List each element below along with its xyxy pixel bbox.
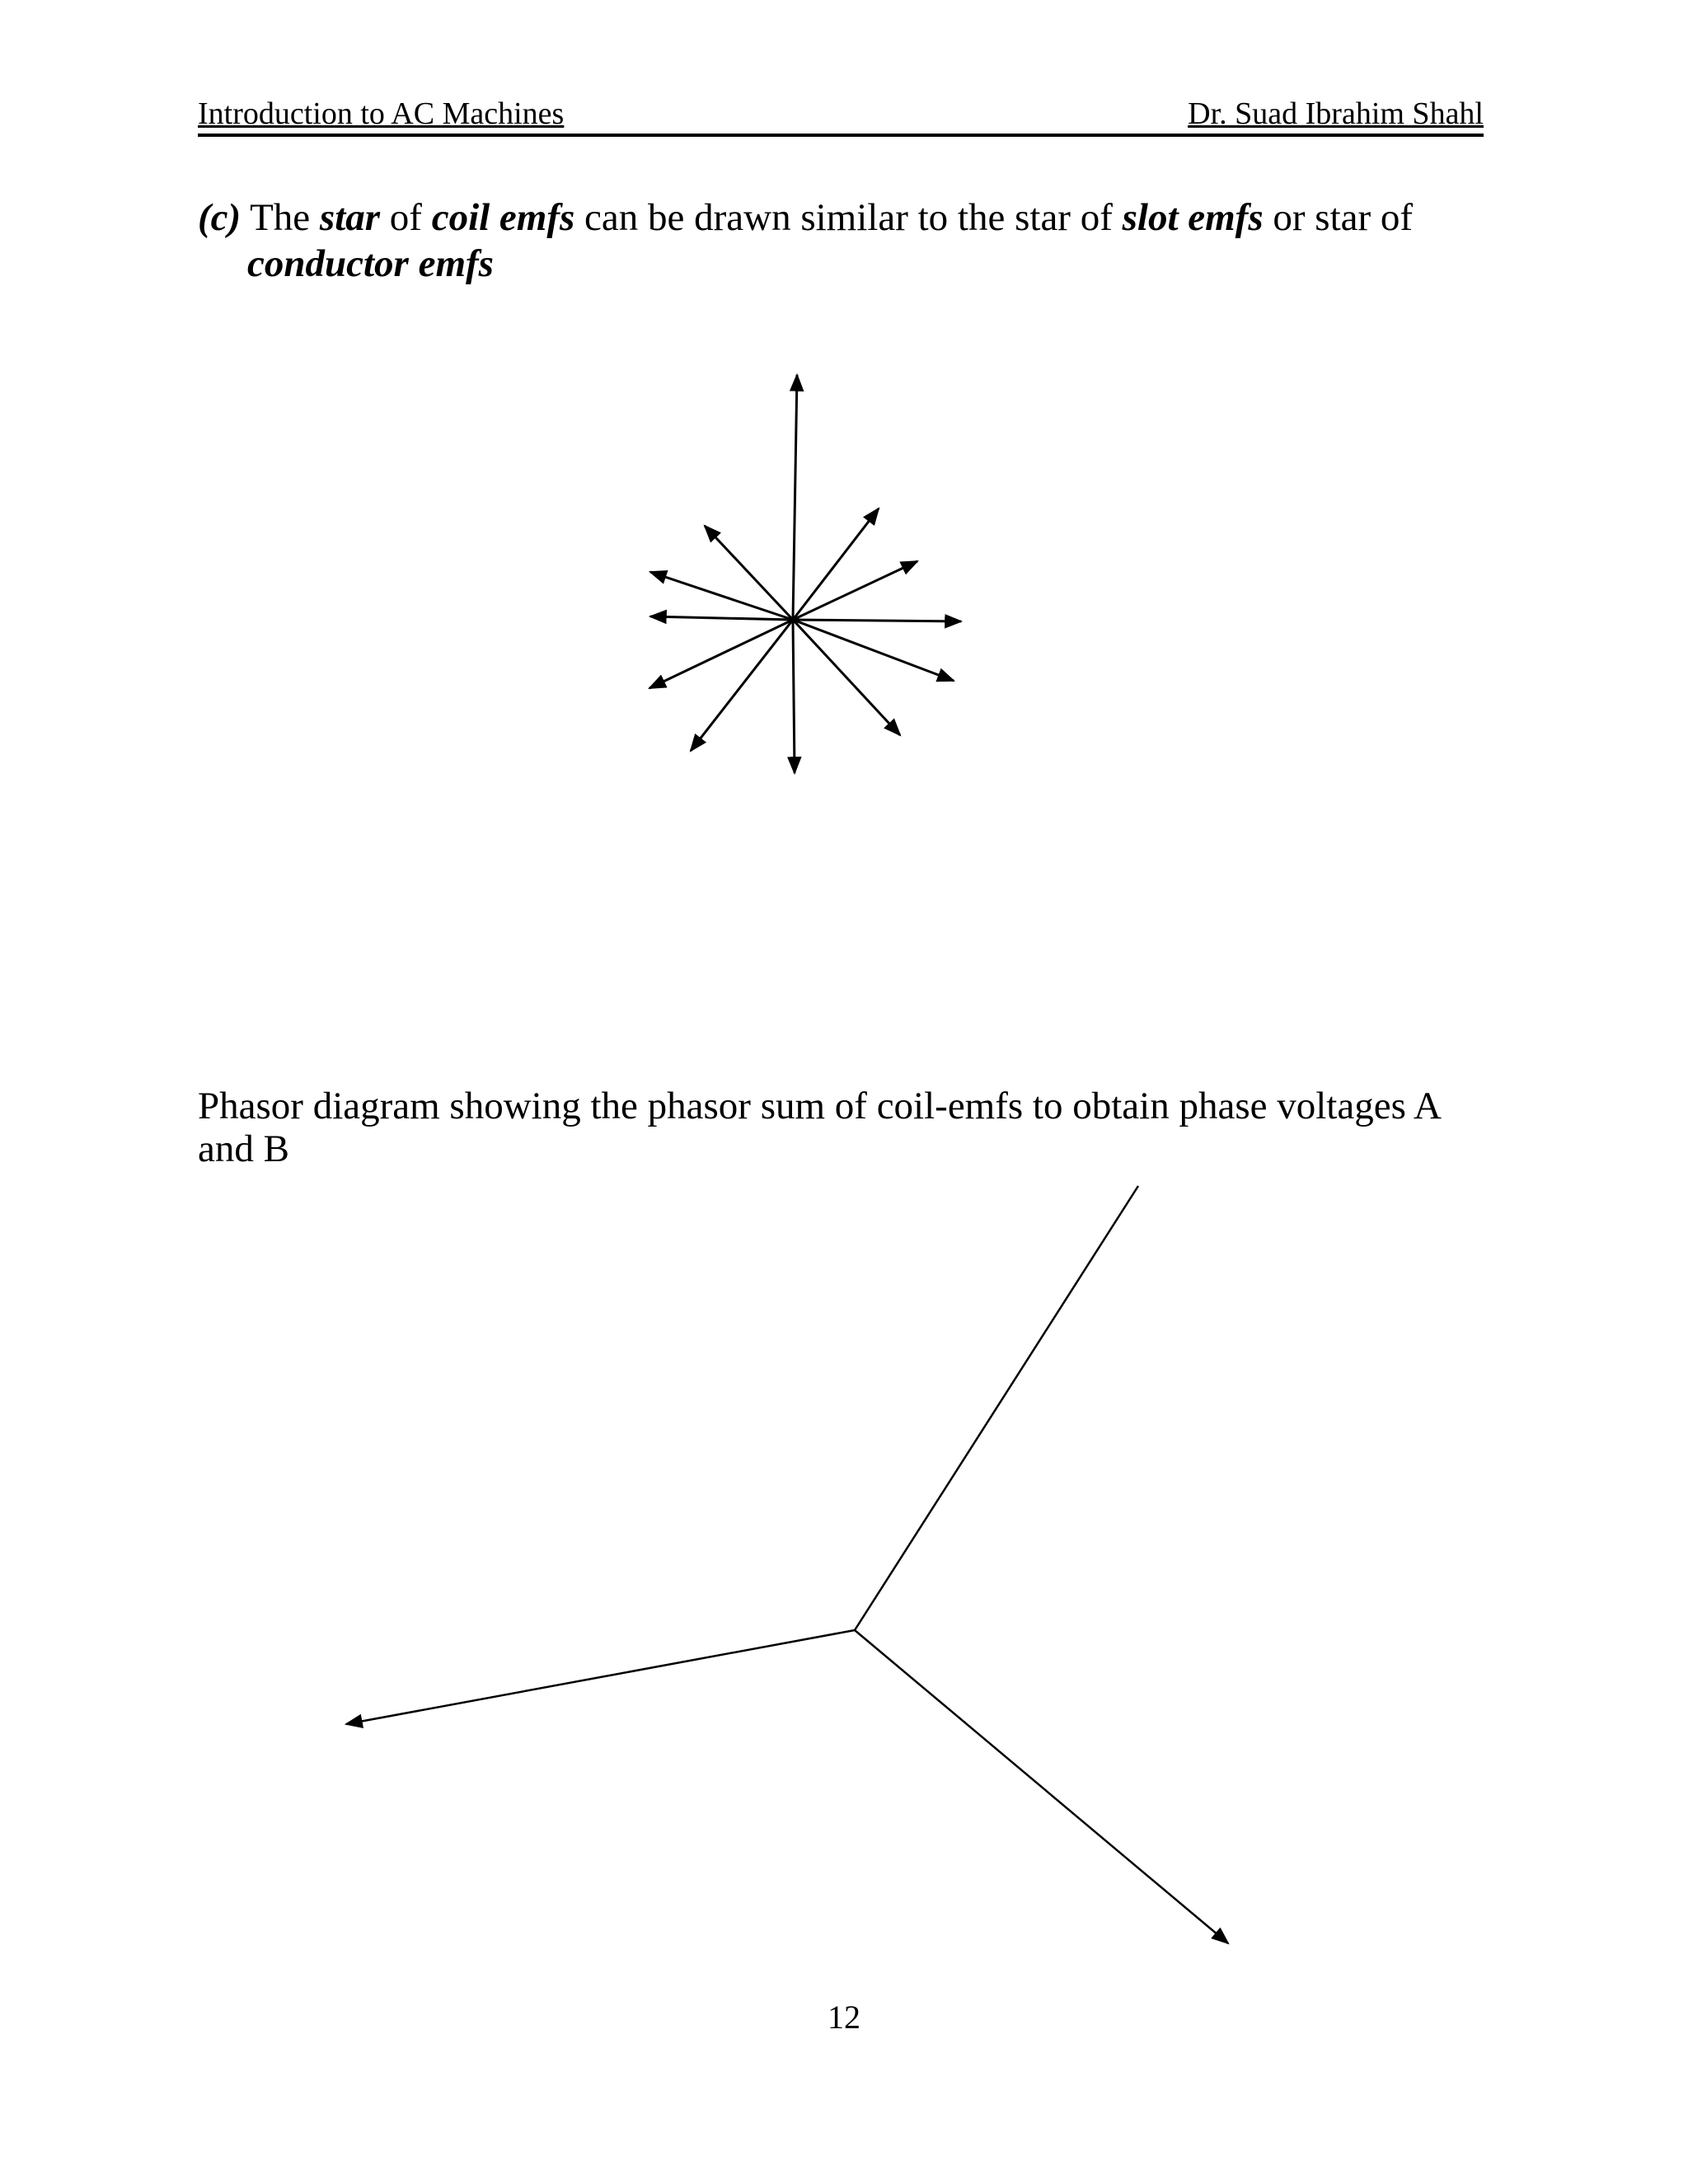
phasor-arrow <box>793 561 917 620</box>
caption-line: and B <box>198 1127 289 1170</box>
term-star: star <box>319 196 381 239</box>
coil-emf-star-diagram <box>649 375 961 773</box>
header-author: Dr. Suad Ibrahim Shahl <box>1188 96 1484 131</box>
phasor-arrow <box>793 509 879 620</box>
phasor-arrow <box>793 620 954 681</box>
phasor-arrow <box>346 1630 855 1724</box>
phasor-arrow <box>793 620 961 621</box>
phase-voltage-phasor-diagram <box>346 1186 1228 1943</box>
phasor-arrow <box>691 620 793 751</box>
text-run: or star of <box>1263 196 1414 239</box>
term-coil-emfs: coil emfs <box>431 196 575 239</box>
text-run: The <box>241 196 320 239</box>
header-title: Introduction to AC Machines <box>198 96 565 131</box>
phasor-arrow <box>793 620 795 773</box>
term-slot-emfs: slot emfs <box>1122 196 1264 239</box>
phasor-line <box>855 1186 1138 1630</box>
figure-caption <box>198 1085 1500 1170</box>
page-number: 12 <box>828 1999 860 2036</box>
phasor-arrow <box>650 616 793 620</box>
item-label: (c) <box>198 196 241 239</box>
caption-line: Phasor diagram showing the phasor sum of coil-emfs to obtain phase voltages A <box>198 1085 1442 1127</box>
phasor-arrow <box>793 375 797 620</box>
text-run: can be drawn similar to the star of <box>574 196 1123 239</box>
phasor-arrow <box>649 620 793 688</box>
text-run: of <box>380 196 432 239</box>
phasor-arrow <box>855 1630 1228 1943</box>
term-conductor-emfs: conductor emfs <box>247 242 494 285</box>
phasor-arrow <box>793 620 900 735</box>
